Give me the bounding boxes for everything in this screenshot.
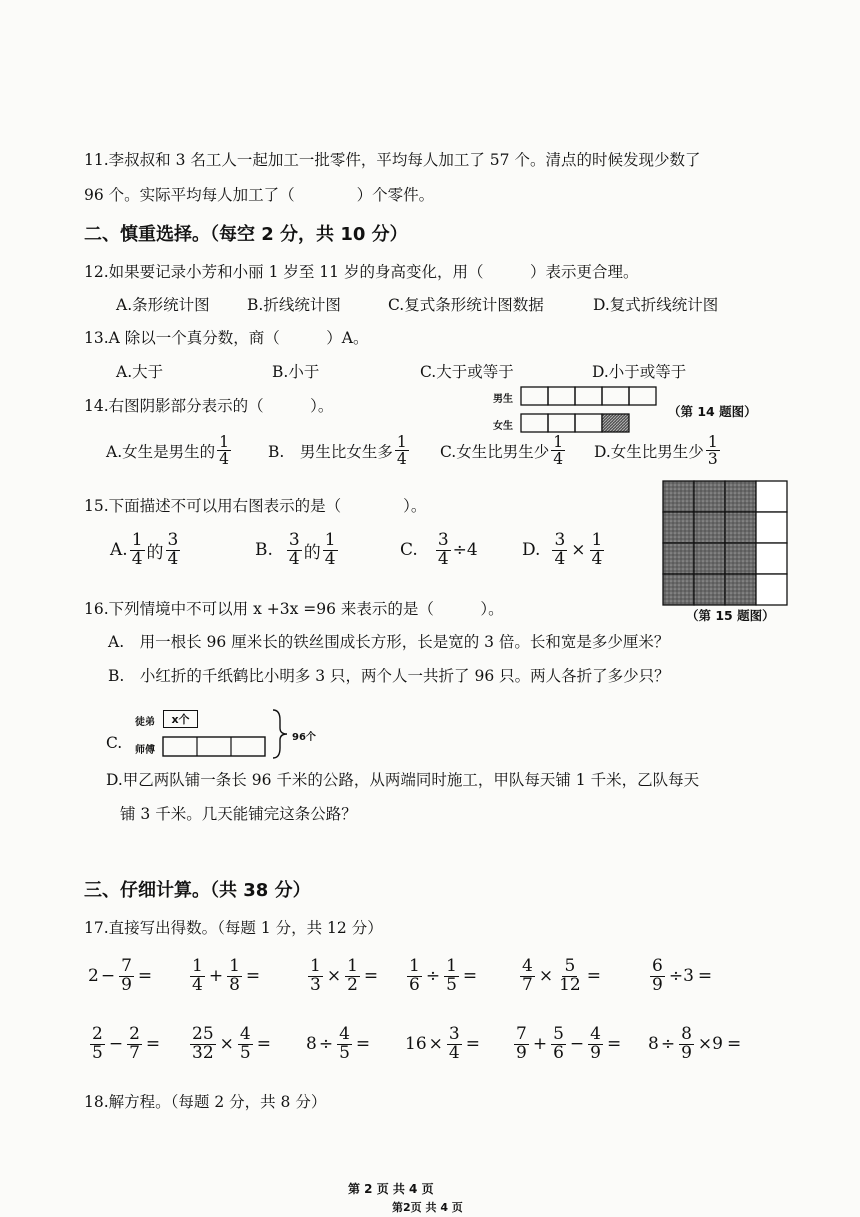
girl-bar-cell <box>575 414 602 432</box>
q16-option-b: B. 小红折的千纸鹤比小明多 3 只，两个人一共折了 96 只。两人各折了多少只？ <box>108 667 670 685</box>
boy-bar-cell <box>548 387 575 405</box>
q13-option-a: A.大于 <box>116 363 164 381</box>
fraction: $\frac{3}{4}$ <box>437 530 449 569</box>
section3-title: 三、仔细计算。（共 38 分） <box>84 880 311 901</box>
boy-bar-cell <box>575 387 602 405</box>
section2-title: 二、慎重选择。（每空 2 分，共 10 分） <box>84 224 408 245</box>
fraction: $\frac{3}{4}$ <box>167 530 179 569</box>
fraction: $\frac{1}{4}$ <box>131 530 143 569</box>
q14-boy-label: 男生 <box>493 394 513 405</box>
page-footer: 第 2 页 共 4 页 <box>348 1182 434 1196</box>
calc-item: $\frac{4}{7}$ × $\frac{5}{12}$ = <box>522 956 601 995</box>
calc-item: $\frac{7}{9}$ + $\frac{5}{6}$ − $\frac{4}{9}$ = <box>516 1024 622 1063</box>
fraction: $\frac{1}{4}$ <box>553 433 564 469</box>
calc-item: 16 × $\frac{3}{4}$ = <box>405 1024 480 1063</box>
q16-apprentice-label: 徒弟 <box>135 717 155 728</box>
grid-cell <box>725 543 756 574</box>
q14-caption: （第 14 题图） <box>668 404 757 419</box>
q12-stem: 12.如果要记录小芳和小丽 1 岁至 11 岁的身高变化，用（ ）表示更合理。 <box>84 263 639 281</box>
q15-stem: 15.下面描述不可以用右图表示的是（ ）。 <box>84 497 427 515</box>
calc-item: 8 ÷ $\frac{4}{5}$ = <box>306 1024 371 1063</box>
boy-bar-cell <box>602 387 629 405</box>
calc-item: $\frac{6}{9}$ ÷3 = <box>652 956 713 995</box>
q12-option-d: D.复式折线统计图 <box>593 296 719 314</box>
q16-option-c-label: C. <box>106 734 123 752</box>
q13-option-b: B.小于 <box>272 363 320 381</box>
q15-option-d: D. $\frac{3}{4}$ × $\frac{1}{4}$ <box>522 530 603 569</box>
q11-line2: 96 个。实际平均每人加工了（ ）个零件。 <box>84 186 435 204</box>
girl-bar-cell <box>548 414 575 432</box>
q14-option-c: C.女生比男生少 $\frac{1}{4}$ <box>440 433 564 469</box>
grid-cell <box>756 512 787 543</box>
fraction: $\frac{3}{4}$ <box>288 530 300 569</box>
q14-option-b: B. 男生比女生多 $\frac{1}{4}$ <box>268 433 407 469</box>
q13-option-d: D.小于或等于 <box>592 363 687 381</box>
grid-cell <box>756 543 787 574</box>
q16-option-d-line2: 铺 3 千米。几天能铺完这条公路？ <box>120 805 357 823</box>
fraction: $\frac{1}{4}$ <box>324 530 336 569</box>
q16-x-box: x个 <box>163 710 198 728</box>
q11-line1: 11.李叔叔和 3 名工人一起加工一批零件，平均每人加工了 57 个。清点的时候发现少数了 <box>84 151 701 169</box>
fraction: $\frac{3}{4}$ <box>554 530 566 569</box>
grid-cell <box>663 543 694 574</box>
grid-cell <box>663 574 694 605</box>
q15-option-b: B. $\frac{3}{4}$ 的 $\frac{1}{4}$ <box>255 530 336 569</box>
grid-cell <box>694 543 725 574</box>
calc-item: $\frac{1}{4}$ + $\frac{1}{8}$ = <box>192 956 261 995</box>
q13-option-c: C.大于或等于 <box>420 363 514 381</box>
q14-option-a: A.女生是男生的 $\frac{1}{4}$ <box>106 433 229 469</box>
q14-stem: 14.右图阴影部分表示的（ ）。 <box>84 397 334 415</box>
q15-grid-diagram <box>662 480 790 606</box>
calc-item: 2 − $\frac{7}{9}$ = <box>88 956 153 995</box>
calc-item: $\frac{1}{6}$ ÷ $\frac{1}{5}$ = <box>409 956 478 995</box>
q14-girl-label: 女生 <box>493 421 513 432</box>
q12-option-c: C.复式条形统计图数据 <box>388 296 544 314</box>
calc-item: $\frac{25}{32}$ × $\frac{4}{5}$ = <box>192 1024 271 1063</box>
girl-bar-cell <box>602 414 629 432</box>
fraction: $\frac{1}{4}$ <box>219 433 229 469</box>
q12-option-a: A.条形统计图 <box>116 296 210 314</box>
calc-item: $\frac{2}{5}$ − $\frac{2}{7}$ = <box>92 1024 161 1063</box>
grid-cell <box>663 512 694 543</box>
q16-total-label: 96个 <box>292 732 316 743</box>
q18-stem: 18.解方程。（每题 2 分，共 8 分） <box>84 1093 327 1111</box>
girl-bar-cell <box>521 414 548 432</box>
fraction: $\frac{1}{3}$ <box>707 433 718 469</box>
q16-master-bar <box>162 736 267 758</box>
grid-cell <box>756 481 787 512</box>
q16-brace-icon <box>270 708 292 760</box>
grid-cell <box>756 574 787 605</box>
boy-bar-cell <box>521 387 548 405</box>
q12-option-b: B.折线统计图 <box>247 296 341 314</box>
q14-bar-diagram <box>520 386 658 436</box>
grid-cell <box>663 481 694 512</box>
grid-cell <box>725 574 756 605</box>
q13-stem: 13.A 除以一个真分数，商（ ）A。 <box>84 329 369 347</box>
grid-cell <box>725 512 756 543</box>
boy-bar-cell <box>629 387 656 405</box>
fraction: $\frac{1}{4}$ <box>396 433 407 469</box>
q15-option-c: C. $\frac{3}{4}$ ÷4 <box>400 530 478 569</box>
grid-cell <box>694 512 725 543</box>
q16-option-a: A. 用一根长 96 厘米长的铁丝围成长方形，长是宽的 3 倍。长和宽是多少厘米？ <box>108 633 670 651</box>
grid-cell <box>694 481 725 512</box>
calc-item: 8 ÷ $\frac{8}{9}$ ×9 = <box>648 1024 742 1063</box>
grid-cell <box>694 574 725 605</box>
q16-option-d-line1: D.甲乙两队铺一条长 96 千米的公路，从两端同时施工，甲队每天铺 1 千米，乙队每天 <box>106 771 700 789</box>
page-footer-secondary: 第2页 共 4 页 <box>392 1201 463 1214</box>
q17-stem: 17.直接写出得数。（每题 1 分，共 12 分） <box>84 919 383 937</box>
q15-option-a: A. $\frac{1}{4}$ 的 $\frac{3}{4}$ <box>110 530 179 569</box>
q15-caption: （第 15 题图） <box>686 608 775 623</box>
fraction: $\frac{1}{4}$ <box>591 530 603 569</box>
q14-option-d: D.女生比男生少 $\frac{1}{3}$ <box>594 433 718 469</box>
grid-cell <box>725 481 756 512</box>
q16-stem: 16.下列情境中不可以用 x +3x =96 来表示的是（ ）。 <box>84 600 504 618</box>
q16-master-label: 师傅 <box>135 745 155 756</box>
calc-item: $\frac{1}{3}$ × $\frac{1}{2}$ = <box>310 956 379 995</box>
